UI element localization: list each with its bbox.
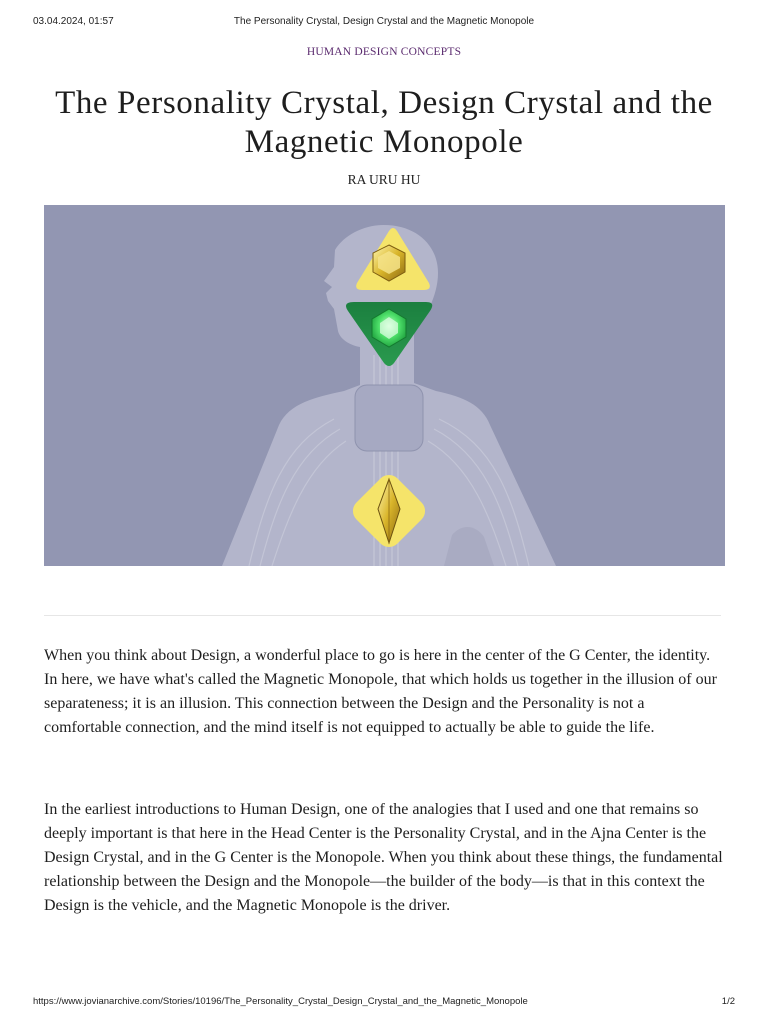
article-title: The Personality Crystal, Design Crystal and the Magnetic Monopole — [55, 85, 713, 160]
print-document-title: The Personality Crystal, Design Crystal and the Magnetic Monopole — [233, 16, 535, 27]
page-number: 1/2 — [721, 996, 735, 1007]
article-author[interactable]: RA URU HU — [347, 172, 421, 187]
hero-illustration — [44, 205, 725, 566]
section-divider — [44, 615, 721, 616]
print-url: https://www.jovianarchive.com/Stories/10196/The_Personality_Crystal_Design_Crystal_and_the_Magnetic_Monopole — [33, 996, 528, 1007]
article-category[interactable]: HUMAN DESIGN CONCEPTS — [306, 46, 462, 58]
bodygraph-figure — [44, 205, 725, 566]
print-date: 03.04.2024, 01:57 — [33, 16, 114, 27]
body-paragraph-1: When you think about Design, a wonderful place to go is here in the center of the G Center, the identity. In here, we have what's called the Magnetic Monopole, that which holds us together in the illusion of our separateness; it is an illusion. This connection between the Design and the Personality is not a comfortable connection, and the mind itself is not equipped to actually be able to guide the life. — [44, 647, 717, 736]
print-header — [33, 16, 735, 30]
print-footer — [33, 996, 735, 1010]
body-paragraph-2: In the earliest introductions to Human Design, one of the analogies that I used and one that remains so deeply important is that here in the Head Center is the Personality Crystal, and in the Ajna Center is the Design Crystal, and in the G Center is the Monopole. When you think about these things, the fundamental relationship between the Design and the Monopole—the builder of the body—is that in this context the Design is the vehicle, and the Magnetic Monopole is the driver. — [44, 801, 723, 914]
